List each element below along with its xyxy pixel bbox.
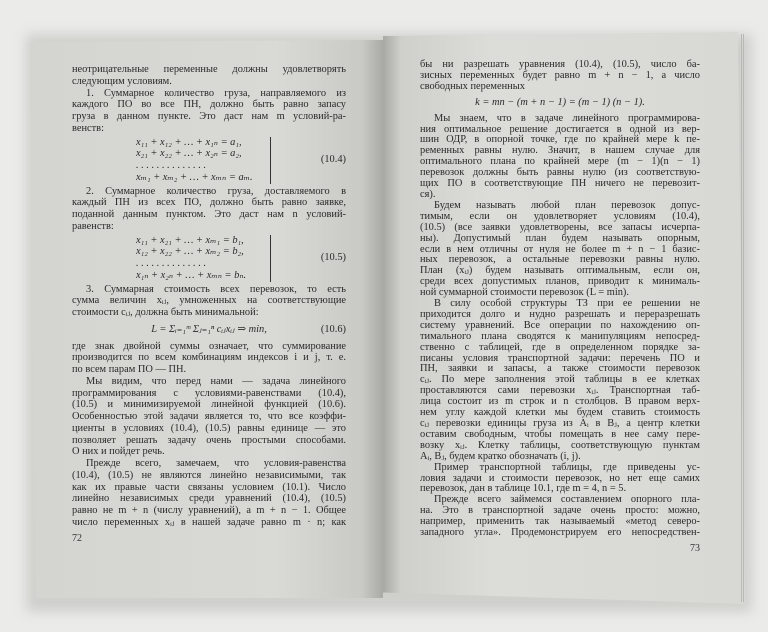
- text-line: 2. Суммарное количество груза, доставляемого в: [86, 185, 346, 197]
- text-line: щих ПО в соответствующие ПН ничего не перевозит-: [420, 178, 700, 190]
- equation-line: x₁ₙ + x₂ₙ + … + xₘₙ = bₙ.: [136, 269, 247, 281]
- text-line: перевозок должны быть равны нулю (из соответствую-: [420, 167, 700, 179]
- text-line: на. Это в транспортной задаче очень просто: можно,: [420, 505, 700, 517]
- paragraph: [420, 201, 700, 299]
- equation-line: xₘ₁ + xₘ₂ + … + xₘₙ = aₘ.: [136, 171, 253, 183]
- text-line: по всем парам ПО — ПН.: [72, 364, 187, 375]
- paragraph: [72, 284, 346, 319]
- text-line: число переменных xᵢⱼ в нашей задаче равно m · n; как: [72, 516, 346, 528]
- text-line: поданной данным пунктом. Это даст нам n условий-: [72, 209, 346, 220]
- text-line: тимального плана сводятся к манипуляциям непосред-: [420, 330, 700, 342]
- text-line: сумма величин xᵢⱼ, умноженных на соответствующие: [72, 295, 346, 307]
- text-line: равно не m + n (числу уравнений), а m + n − 1. Общее: [72, 505, 346, 516]
- equation: [72, 321, 346, 339]
- text-line: венств:: [72, 122, 104, 134]
- text-line: Прежде всего, замечаем, что условия-равенства: [86, 458, 346, 469]
- text-line: ся).: [420, 188, 436, 200]
- paragraph: [420, 299, 700, 463]
- paragraph: [420, 60, 700, 93]
- paragraph: [72, 341, 346, 376]
- paragraph: [72, 186, 346, 233]
- paragraph: [72, 458, 346, 529]
- text-line: оставим свободным, чтобы помещать в нее саму пере-: [420, 428, 700, 440]
- text-line: ловия задачи и стоимости перевозок, но нет еще самих: [420, 472, 700, 484]
- left-page-text: [72, 64, 346, 545]
- text-line: ния оптимальное решение достигается в одной из вер-: [420, 123, 700, 135]
- equation-number: (10.5): [320, 252, 346, 264]
- equation-formula: L = Σᵢ₌₁ᵐ Σⱼ₌₁ⁿ cᵢⱼxᵢⱼ ⇒ min,: [151, 323, 267, 335]
- text-line: проставляются сами перевозки xᵢⱼ. Транспортная таб-: [420, 385, 700, 397]
- text-line: если в нем отличны от нуля не более m + n − 1 базис-: [420, 243, 700, 255]
- text-line: (10.5) и минимизируемой линейной функцией (10.6).: [72, 399, 346, 411]
- text-line: стоимости cᵢⱼ, должна быть минимальной:: [72, 307, 259, 318]
- paragraph: [420, 114, 700, 201]
- equation-formula: k = mn − (m + n − 1) = (m − 1) (n − 1).: [475, 96, 645, 108]
- text-line: равенств:: [72, 220, 114, 232]
- page-edge: [741, 34, 742, 602]
- text-line: ственно с таблицей, где в определенном порядке за-: [420, 341, 700, 353]
- text-line: линейно независимых среди уравнений (10.4), (10.5): [72, 493, 346, 505]
- text-line: Прежде всего займемся составлением опорного пла-: [434, 494, 700, 506]
- text-line: cᵢⱼ перевозки единицы груза из Aᵢ в Bⱼ, а центр клетки: [420, 418, 700, 429]
- text-line: О них и пойдет речь.: [72, 446, 165, 458]
- equation: [420, 95, 700, 112]
- text-line: возку xᵢⱼ. Клетку таблицы, соответствующую пунктам: [420, 439, 700, 451]
- equation-line: . . . . . . . . . . . . . .: [136, 258, 207, 269]
- page-number-right: 73: [690, 542, 700, 554]
- text-line: 1. Суммарное количество груза, направляемого из: [86, 87, 346, 99]
- text-line: ных перевозок, а остальные перевозки равны нулю.: [420, 254, 700, 266]
- text-line: оптимального плана по крайней мере (m − 1)(n − 1): [420, 156, 700, 168]
- text-line: ной суммарной стоимости перевозок (L = min).: [420, 287, 629, 299]
- equation-lines: [136, 235, 271, 282]
- text-line: Особенностью этой задачи является то, что все коэффи-: [72, 411, 346, 422]
- paragraph: [72, 88, 346, 135]
- text-line: систему уравнений. Все операции по нахождению оп-: [420, 319, 700, 331]
- text-line: Мы видим, что перед нами — задача линейного: [86, 375, 346, 387]
- text-line: лица состоит из m строк и n столбцов. В правом верх-: [420, 396, 700, 408]
- text-line: План (xᵢⱼ) будем называть оптимальным, если он,: [420, 265, 700, 277]
- equation-line: . . . . . . . . . . . . . .: [136, 160, 207, 171]
- equation-system: [72, 235, 346, 282]
- text-line: Мы знаем, что в задаче линейного программирова-: [434, 112, 700, 124]
- text-line: 3. Суммарная стоимость всех перевозок, то есть: [86, 283, 346, 295]
- text-line: ны). Допустимый план будем называть опорным,: [420, 232, 700, 244]
- text-line: груза в данном пункте. Это даст нам m условий-ра-: [72, 111, 346, 122]
- text-line: ПН, заявки и запасы, а также стоимости перевозок: [420, 363, 700, 375]
- equation-number: (10.6): [320, 323, 346, 335]
- text-line: программирования с условиями-равенствами (10.4),: [72, 387, 346, 399]
- paragraph: [72, 376, 346, 458]
- text-line: следующим условиям.: [72, 75, 172, 87]
- equation-line: x₁₁ + x₁₂ + … + x₁ₙ = a₁,: [136, 136, 242, 148]
- text-line: ременных равны нулю. Значит, в нашем случае для: [420, 145, 700, 157]
- text-line: Aᵢ, Bⱼ, будем кратко обозначать (i, j).: [420, 450, 581, 462]
- equation-system: [72, 137, 346, 184]
- text-line: бы ни разрешать уравнения (10.4), (10.5), число ба-: [420, 59, 700, 70]
- text-line: производится по всем комбинациям индексов i и j, т. е.: [72, 352, 346, 364]
- text-line: cᵢⱼ. По мере заполнения этой таблицы в ее клетках: [420, 374, 700, 386]
- text-line: В силу особой структуры ТЗ при ее решении не: [434, 298, 700, 310]
- paragraph: [420, 463, 700, 496]
- text-line: нем углу каждой клетки мы будем ставить стоимость: [420, 407, 700, 419]
- right-page-text: [420, 60, 700, 555]
- text-line: приходится долго и нудно разрешать и переразрешать: [420, 308, 700, 320]
- page-edge: [743, 34, 744, 602]
- text-line: перевозок, дан в таблице 10.1, где m = 4, n = 5.: [420, 483, 627, 495]
- text-line: циенты в условиях (10.4), (10.5) равны единице — это: [72, 422, 346, 434]
- text-line: зисных переменных будет равно m + n − 1, а число: [420, 69, 700, 81]
- text-line: неотрицательные переменные должны удовлетворять: [72, 64, 346, 75]
- text-line: свободных переменных: [420, 80, 525, 92]
- paragraph: [72, 64, 346, 88]
- equation-line: x₂₁ + x₂₂ + … + x₂ₙ = a₂,: [136, 148, 242, 160]
- text-line: Пример транспортной таблицы, где приведены ус-: [434, 461, 700, 473]
- text-line: среди всех допустимых планов, приводит к минималь-: [420, 276, 700, 288]
- equation-number: (10.4): [320, 154, 346, 166]
- equation-line: x₁₂ + x₂₂ + … + xₘ₂ = b₂,: [136, 246, 244, 258]
- text-line: Будем называть любой план перевозок допус-: [434, 199, 700, 211]
- text-line: писаны условия транспортной задачи: перечень ПО и: [420, 352, 700, 364]
- text-line: как их правые части связаны условием (10.1). Число: [72, 481, 346, 493]
- text-line: каждого ПО во все ПН, должно быть равно запасу: [72, 99, 346, 111]
- text-line: тимым, если он удовлетворяет условиям (10.4),: [420, 210, 700, 222]
- paragraph: [420, 495, 700, 539]
- text-line: например, применить так называемый «метод северо-: [420, 516, 700, 528]
- text-line: позволяет решать задачу очень простыми способами.: [72, 434, 346, 446]
- text-line: шин ОДР, в опорной точке, где по крайней мере k пе-: [420, 134, 700, 146]
- text-line: западного угла». Продемонстрируем его непосредствен-: [420, 527, 700, 539]
- text-line: (10.4), (10.5) не являются линейно независимыми, так: [72, 469, 346, 481]
- text-line: каждый ПН из всех ПО, должно быть равно заявке,: [72, 197, 346, 209]
- equation-line: x₁₁ + x₂₁ + … + xₘ₁ = b₁,: [136, 234, 244, 246]
- text-line: где знак двойной суммы означает, что суммирование: [72, 340, 346, 352]
- text-line: (10.5) (все заявки удовлетворены, все запасы исчерпа-: [420, 221, 700, 233]
- page-number-left: 72: [72, 532, 82, 544]
- equation-lines: [136, 137, 271, 184]
